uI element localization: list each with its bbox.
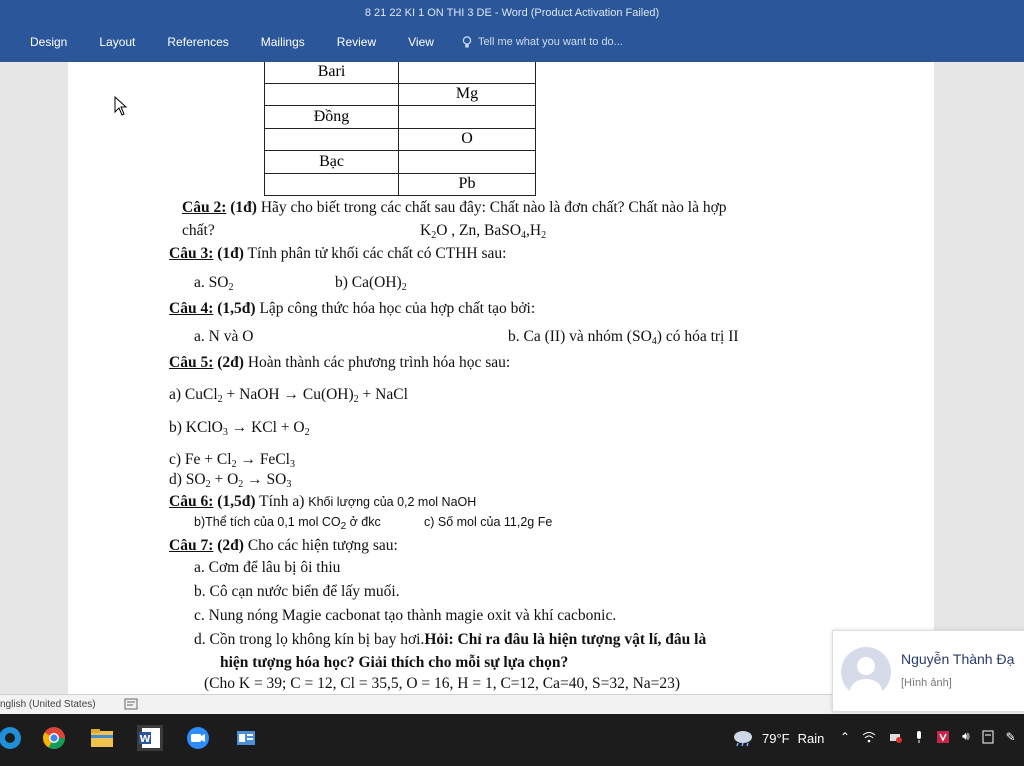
network-alert-icon[interactable] (888, 731, 902, 743)
tab-references[interactable]: References (167, 35, 229, 49)
equation-a: a) CuCl$_2$ + NaOH → $Cu(OH)_2$ + NaCl (169, 386, 408, 405)
sender-name: Nguyễn Thành Đạ (901, 651, 1015, 667)
question-text: Hãy cho biết trong các chất sau đây: Chất nào là đơn chất? Chất nào là hợp (260, 199, 727, 216)
question-3: Câu 3: (1đ) Tính phân tử khối các chất có CTHH sau: (169, 245, 507, 262)
question-points: (1đ) (230, 199, 257, 216)
question-6: Câu 6: (1,5đ) Tính a) Khối lượng của 0,2 mol NaOH (169, 493, 477, 510)
list-item: c. Nung nóng Magie cacbonat tạo thành magie oxit và khí cacbonic. (194, 607, 617, 624)
rain-cloud-icon (732, 729, 756, 747)
tab-mailings[interactable]: Mailings (260, 35, 305, 49)
tab-review[interactable]: Review (336, 35, 377, 49)
table-row (265, 151, 536, 174)
table-cell[interactable] (265, 83, 399, 106)
word-titlebar (0, 0, 1024, 62)
list-item: d. Cồn trong lọ không kín bị bay hơi.Hỏi: Chỉ ra đâu là hiện tượng vật lí, đâu là (194, 631, 707, 648)
macro-icon[interactable] (124, 698, 138, 710)
avatar (841, 647, 891, 697)
ribbon-tabs (0, 30, 623, 54)
table-cell[interactable]: Mg (399, 83, 536, 106)
table-cell[interactable]: O (399, 128, 536, 151)
taskbar (0, 714, 1024, 766)
table-cell[interactable] (399, 62, 536, 83)
table-cell[interactable]: Pb (399, 173, 536, 196)
table-cell[interactable]: Đồng (265, 106, 399, 129)
document-area[interactable] (0, 62, 1024, 694)
question-7-ask: hiện tượng hóa học? Giải thích cho mỗi sự lựa chọn? (220, 654, 569, 671)
table-cell[interactable] (265, 173, 399, 196)
question-3-a: a. $SO_2$ (194, 274, 234, 293)
tab-layout[interactable]: Layout (99, 35, 136, 49)
app-window-icon[interactable] (232, 724, 260, 752)
table-cell[interactable]: Bari (265, 62, 399, 83)
wifi-icon[interactable] (862, 731, 876, 743)
weather-condition: Rain (797, 730, 825, 746)
question-6-b: b)Thể tích của 0,1 mol $CO_2$ ở đkc (194, 515, 381, 532)
question-label: Câu 2: (182, 199, 227, 216)
question-2-list: $K_2O$ , Zn, $BaSO_4,H_2$ (420, 222, 547, 241)
speaker-icon[interactable]: 🔊︎ (962, 729, 970, 743)
question-5: Câu 5: (2đ) Hoàn thành các phương trình hóa học sau: (169, 354, 511, 371)
table-row (265, 83, 536, 106)
edge-icon[interactable] (0, 724, 24, 752)
question-4-a: a. N và O (194, 328, 254, 345)
list-item: a. Cơm để lâu bị ôi thiu (194, 559, 341, 576)
file-explorer-icon[interactable] (88, 724, 116, 752)
table-cell[interactable] (399, 106, 536, 129)
table-row (265, 173, 536, 196)
question-4: Câu 4: (1,5đ) Lập công thức hóa học của hợp chất tạo bởi: (169, 300, 536, 317)
table-row (265, 62, 536, 83)
lightbulb-icon (462, 36, 472, 49)
question-2 (182, 199, 727, 217)
tab-design[interactable]: Design (30, 35, 68, 49)
equation-b: b) KClO$_3$ → KCl + $O_2$ (169, 419, 310, 438)
window-title: 8 21 22 KI 1 ON THI 3 DE - Word (Product Activation Failed) (364, 7, 660, 19)
system-tray (840, 729, 1016, 744)
question-7: Câu 7: (2đ) Cho các hiện tượng sau: (169, 537, 398, 554)
table-cell[interactable] (399, 151, 536, 174)
atomic-masses: (Cho K = 39; C = 12, Cl = 35,5, O = 16, H = 1, C=12, Ca=40, S=32, Na=23) (204, 675, 681, 692)
table-cell[interactable]: Bạc (265, 151, 399, 174)
list-item: b. Cô cạn nước biển để lấy muối. (194, 583, 400, 600)
equation-d: d) $SO_2 + O_2 \to SO_3$ (169, 471, 292, 490)
chat-notification[interactable] (832, 630, 1024, 712)
tell-me-text: Tell me what you want to do... (477, 36, 623, 48)
vpn-icon[interactable] (936, 730, 950, 744)
question-3-b: b) $Ca(OH)_2$ (335, 274, 407, 293)
word-icon[interactable] (136, 724, 164, 752)
question-6-c: c) Số mol của 11,2g Fe (424, 515, 553, 529)
table-cell[interactable] (265, 128, 399, 151)
tab-view[interactable]: View (408, 35, 434, 49)
table-row (265, 106, 536, 129)
language-icon[interactable] (982, 730, 994, 744)
question-4-b: b. Ca (II) và nhóm $(SO_4)$ có hóa trị II (508, 328, 739, 347)
mouse-pointer-icon (114, 96, 128, 116)
tell-me-box[interactable] (462, 36, 623, 49)
message-preview: [Hình ảnh] (901, 677, 952, 689)
microphone-icon[interactable] (914, 730, 924, 744)
svg-text:W: W (139, 734, 151, 745)
zoom-icon[interactable] (184, 724, 212, 752)
element-table[interactable] (264, 62, 536, 196)
question-2-cont: chất? (182, 222, 215, 239)
chrome-icon[interactable] (40, 724, 68, 752)
pen-icon[interactable]: ✎ (1005, 729, 1016, 744)
chevron-up-icon[interactable]: ⌃ (840, 729, 851, 744)
language-status[interactable]: nglish (United States) (0, 699, 96, 710)
equation-c: c) $Fe + Cl_2$ → FeCl$_3$ (169, 451, 295, 470)
table-row (265, 128, 536, 151)
weather-widget[interactable] (732, 729, 824, 747)
temperature: 79°F (762, 730, 790, 746)
